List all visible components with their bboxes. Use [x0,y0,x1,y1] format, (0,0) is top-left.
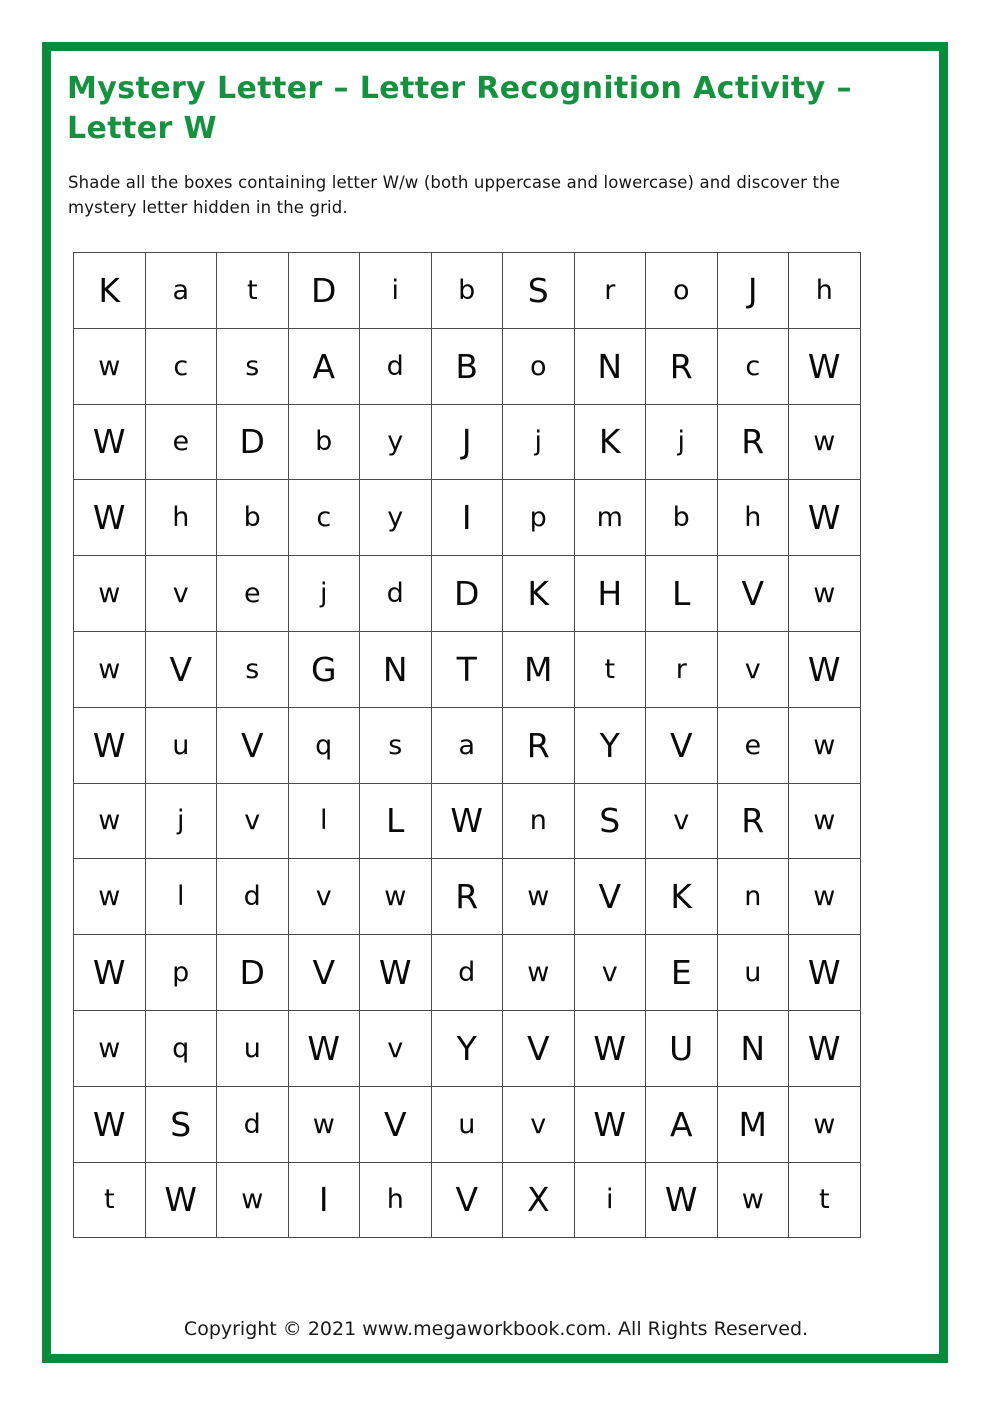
letter-cell[interactable]: w [503,859,575,935]
letter-cell[interactable]: V [503,1010,575,1086]
letter-cell[interactable]: w [789,707,861,783]
letter-cell[interactable]: e [217,556,289,632]
letter-cell[interactable]: b [431,253,503,329]
letter-grid-body [74,253,861,1238]
letter-cell[interactable]: B [431,328,503,404]
letter-cell[interactable]: w [74,631,146,707]
letter-cell[interactable]: A [288,328,360,404]
letter-cell[interactable]: L [646,556,718,632]
letter-cell[interactable]: N [717,1010,789,1086]
letter-cell[interactable]: p [145,935,217,1011]
letter-cell[interactable]: U [646,1010,718,1086]
letter-cell[interactable]: s [360,707,432,783]
letter-cell[interactable]: W [74,480,146,556]
letter-cell[interactable]: S [145,1086,217,1162]
letter-cell[interactable]: v [717,631,789,707]
letter-cell[interactable]: n [717,859,789,935]
letter-cell[interactable]: w [74,328,146,404]
letter-cell[interactable]: y [360,480,432,556]
page-title: Mystery Letter – Letter Recognition Activity – Letter W [67,71,852,146]
letter-cell[interactable]: n [503,783,575,859]
letter-cell[interactable]: w [789,1086,861,1162]
letter-cell[interactable]: J [717,253,789,329]
letter-grid-row [74,328,861,404]
letter-cell[interactable]: q [145,1010,217,1086]
letter-cell[interactable]: c [145,328,217,404]
letter-cell[interactable]: i [574,1162,646,1238]
letter-cell[interactable]: w [503,935,575,1011]
letter-cell[interactable]: h [717,480,789,556]
letter-cell[interactable]: M [503,631,575,707]
letter-cell[interactable]: w [74,556,146,632]
letter-cell[interactable]: V [217,707,289,783]
letter-grid-container [73,252,849,1238]
letter-cell[interactable]: h [145,480,217,556]
letter-cell[interactable]: j [288,556,360,632]
instructions-text: Shade all the boxes containing letter W/w (both uppercase and lowercase) and discover the mystery letter hidden in the grid. [68,173,841,217]
letter-cell[interactable]: u [431,1086,503,1162]
letter-cell[interactable]: J [431,404,503,480]
letter-cell[interactable]: K [646,859,718,935]
letter-cell[interactable]: t [74,1162,146,1238]
letter-cell[interactable]: b [646,480,718,556]
letter-cell[interactable]: m [574,480,646,556]
letter-cell[interactable]: X [503,1162,575,1238]
letter-cell[interactable]: V [646,707,718,783]
letter-cell[interactable]: j [646,404,718,480]
letter-cell[interactable]: h [360,1162,432,1238]
letter-cell[interactable]: w [789,783,861,859]
letter-cell[interactable]: s [217,631,289,707]
letter-cell[interactable]: R [431,859,503,935]
letter-grid-row [74,859,861,935]
letter-cell[interactable]: v [646,783,718,859]
letter-cell[interactable]: D [217,404,289,480]
letter-cell[interactable]: t [789,1162,861,1238]
letter-cell[interactable]: W [574,1086,646,1162]
letter-cell[interactable]: K [503,556,575,632]
letter-cell[interactable]: R [646,328,718,404]
letter-cell[interactable]: p [503,480,575,556]
letter-cell[interactable]: b [217,480,289,556]
letter-cell[interactable]: w [789,556,861,632]
letter-cell[interactable]: T [431,631,503,707]
letter-cell[interactable]: v [503,1086,575,1162]
letter-cell[interactable]: h [789,253,861,329]
letter-cell[interactable]: d [360,328,432,404]
letter-cell[interactable]: t [217,253,289,329]
letter-cell[interactable]: w [360,859,432,935]
letter-cell[interactable]: Y [431,1010,503,1086]
letter-grid-row [74,556,861,632]
letter-grid-row [74,1010,861,1086]
letter-cell[interactable]: w [288,1086,360,1162]
letter-cell[interactable]: d [217,859,289,935]
letter-grid-row [74,1162,861,1238]
letter-cell[interactable]: Y [574,707,646,783]
letter-cell[interactable]: l [288,783,360,859]
letter-cell[interactable]: V [574,859,646,935]
letter-cell[interactable]: W [360,935,432,1011]
letter-cell[interactable]: K [574,404,646,480]
letter-cell[interactable]: e [717,707,789,783]
letter-cell[interactable]: v [360,1010,432,1086]
letter-cell[interactable]: W [74,935,146,1011]
letter-cell[interactable]: N [360,631,432,707]
letter-cell[interactable]: v [574,935,646,1011]
letter-cell[interactable]: G [288,631,360,707]
letter-cell[interactable]: I [288,1162,360,1238]
letter-cell[interactable]: o [503,328,575,404]
letter-cell[interactable]: w [789,404,861,480]
letter-cell[interactable]: t [574,631,646,707]
letter-grid-row [74,631,861,707]
letter-cell[interactable]: R [717,404,789,480]
letter-cell[interactable]: W [145,1162,217,1238]
letter-cell[interactable]: V [145,631,217,707]
letter-cell[interactable]: D [217,935,289,1011]
letter-cell[interactable]: j [503,404,575,480]
letter-grid-row [74,783,861,859]
letter-cell[interactable]: u [717,935,789,1011]
letter-cell[interactable]: v [288,859,360,935]
letter-cell[interactable]: W [646,1162,718,1238]
letter-cell[interactable]: H [574,556,646,632]
letter-cell[interactable]: W [574,1010,646,1086]
letter-cell[interactable]: W [74,1086,146,1162]
letter-cell[interactable]: w [217,1162,289,1238]
letter-cell[interactable]: a [145,253,217,329]
letter-grid-row [74,1086,861,1162]
letter-cell[interactable]: S [503,253,575,329]
letter-cell[interactable]: V [717,556,789,632]
letter-cell[interactable]: D [431,556,503,632]
letter-cell[interactable]: r [646,631,718,707]
letter-cell[interactable]: y [360,404,432,480]
letter-cell[interactable]: V [431,1162,503,1238]
letter-cell[interactable]: c [288,480,360,556]
letter-cell[interactable]: e [145,404,217,480]
letter-cell[interactable]: u [217,1010,289,1086]
letter-cell[interactable]: v [217,783,289,859]
letter-cell[interactable]: s [217,328,289,404]
letter-cell[interactable]: u [145,707,217,783]
letter-cell[interactable]: I [431,480,503,556]
letter-cell[interactable]: D [288,253,360,329]
letter-cell[interactable]: r [574,253,646,329]
letter-grid-row [74,404,861,480]
letter-cell[interactable]: j [145,783,217,859]
letter-cell[interactable]: b [288,404,360,480]
letter-cell[interactable]: l [145,859,217,935]
letter-cell[interactable]: W [74,404,146,480]
letter-cell[interactable]: w [74,783,146,859]
letter-cell[interactable]: d [431,935,503,1011]
letter-grid-row [74,480,861,556]
letter-cell[interactable]: W [789,480,861,556]
letter-cell[interactable]: i [360,253,432,329]
letter-cell[interactable]: L [360,783,432,859]
letter-cell[interactable]: M [717,1086,789,1162]
footer-copyright: Copyright © 2021 www.megaworkbook.com. All Rights Reserved. [183,1318,809,1340]
letter-cell[interactable]: a [431,707,503,783]
letter-cell[interactable]: W [789,631,861,707]
letter-grid-row [74,707,861,783]
letter-cell[interactable]: V [360,1086,432,1162]
letter-cell[interactable]: S [574,783,646,859]
letter-cell[interactable]: W [789,328,861,404]
letter-cell[interactable]: w [717,1162,789,1238]
letter-cell[interactable]: N [574,328,646,404]
letter-cell[interactable]: W [431,783,503,859]
letter-grid [73,252,861,1238]
letter-cell[interactable]: W [288,1010,360,1086]
letter-cell[interactable]: q [288,707,360,783]
letter-cell[interactable]: d [217,1086,289,1162]
letter-cell[interactable]: W [74,707,146,783]
letter-cell[interactable]: W [789,935,861,1011]
letter-cell[interactable]: R [717,783,789,859]
letter-cell[interactable]: R [503,707,575,783]
letter-cell[interactable]: E [646,935,718,1011]
letter-cell[interactable]: c [717,328,789,404]
letter-cell[interactable]: d [360,556,432,632]
letter-cell[interactable]: w [789,859,861,935]
letter-cell[interactable]: w [74,1010,146,1086]
letter-cell[interactable]: W [789,1010,861,1086]
letter-cell[interactable]: v [145,556,217,632]
letter-cell[interactable]: w [74,859,146,935]
letter-grid-row [74,935,861,1011]
letter-cell[interactable]: K [74,253,146,329]
letter-cell[interactable]: V [288,935,360,1011]
letter-grid-row [74,253,861,329]
letter-cell[interactable]: A [646,1086,718,1162]
letter-cell[interactable]: o [646,253,718,329]
